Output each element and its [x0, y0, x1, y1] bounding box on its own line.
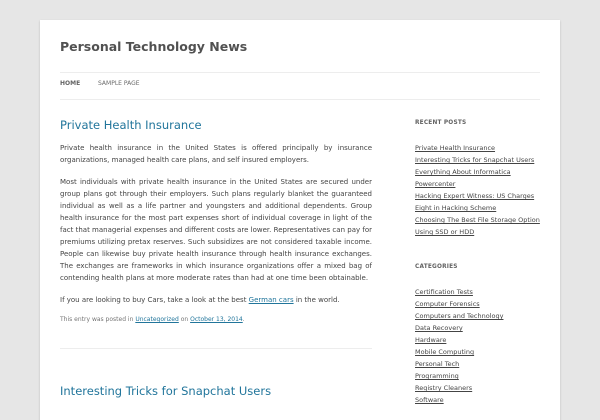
category-item[interactable]: Registry Cleaners [415, 384, 473, 392]
recent-post-item[interactable]: Powercenter [415, 180, 456, 188]
category-item[interactable]: Software [415, 396, 444, 404]
recent-post-item[interactable]: Eight in Hacking Scheme [415, 204, 497, 212]
recent-post-item[interactable]: Private Health Insurance [415, 144, 496, 152]
page-container [40, 20, 560, 420]
german-cars-link[interactable]: German cars [248, 296, 294, 304]
category-item[interactable]: Certification Tests [415, 288, 473, 296]
recent-post-item[interactable]: Everything About Informatica [415, 168, 511, 176]
meta-text: on [178, 316, 191, 323]
nav-item-sample-page[interactable]: SAMPLE PAGE [98, 80, 140, 87]
post-title[interactable]: Interesting Tricks for Snapchat Users [60, 384, 272, 398]
paragraph-text: If you are looking to buy Cars, take a look at the best [60, 296, 249, 304]
recent-posts-list [415, 142, 565, 238]
post-content [60, 142, 372, 306]
meta-text: This entry was posted in [60, 316, 136, 323]
category-item[interactable]: Hardware [415, 336, 447, 344]
categories-title: CATEGORIES [415, 264, 458, 270]
post-paragraph [60, 294, 372, 306]
recent-post-item[interactable]: Using SSD or HDD [415, 228, 475, 236]
post-meta [60, 316, 372, 323]
recent-post-item[interactable]: Choosing The Best File Storage Option [415, 216, 540, 224]
categories-list [415, 286, 565, 406]
meta-text: . [242, 316, 245, 323]
category-item[interactable]: Personal Tech [415, 360, 460, 368]
category-item[interactable]: Programming [415, 372, 459, 380]
site-title[interactable]: Personal Technology News [60, 39, 248, 54]
recent-post-item[interactable]: Interesting Tricks for Snapchat Users [415, 156, 535, 164]
recent-post-item[interactable]: Hacking Expert Witness: US Charges [415, 192, 535, 200]
category-item[interactable]: Mobile Computing [415, 348, 475, 356]
post-paragraph: Private health insurance in the United States is offered principally by insurance organizations, managed health care plans, and self insured employers. [60, 144, 372, 164]
post-divider [60, 348, 372, 349]
category-item[interactable]: Computers and Technology [415, 312, 504, 320]
nav-item-home[interactable]: HOME [60, 80, 81, 87]
date-link[interactable]: October 13, 2014 [190, 316, 243, 323]
post-article [60, 118, 372, 323]
post-title[interactable]: Private Health Insurance [60, 118, 202, 132]
category-item[interactable]: Data Recovery [415, 324, 463, 332]
main-navigation [60, 72, 540, 100]
main-content [60, 118, 372, 323]
sidebar [415, 120, 565, 406]
category-item[interactable]: Computer Forensics [415, 300, 480, 308]
recent-posts-title: RECENT POSTS [415, 120, 467, 126]
post-paragraph: Most individuals with private health insurance in the United States are secured under group plans got through their employers. Such plans regularly blanket the guaranteed individual as well as a life partner and youngsters and additional dependents. Group health insurance for the most part expenses short of individual coverage in light of the fact that managerial expenses and different costs are lower. Representatives can pay for premiums utilizing pretax reserves. Such subsidizes are not considered taxable income. People can likewise buy private health insurance through health insurance exchanges. The exchanges are frameworks in which insurance organizations offer a mixed bag of contending health plans at more moderate rates than had at one time been obtainable. [60, 178, 372, 282]
paragraph-text: in the world. [293, 296, 340, 304]
category-link[interactable]: Uncategorized [135, 316, 179, 323]
